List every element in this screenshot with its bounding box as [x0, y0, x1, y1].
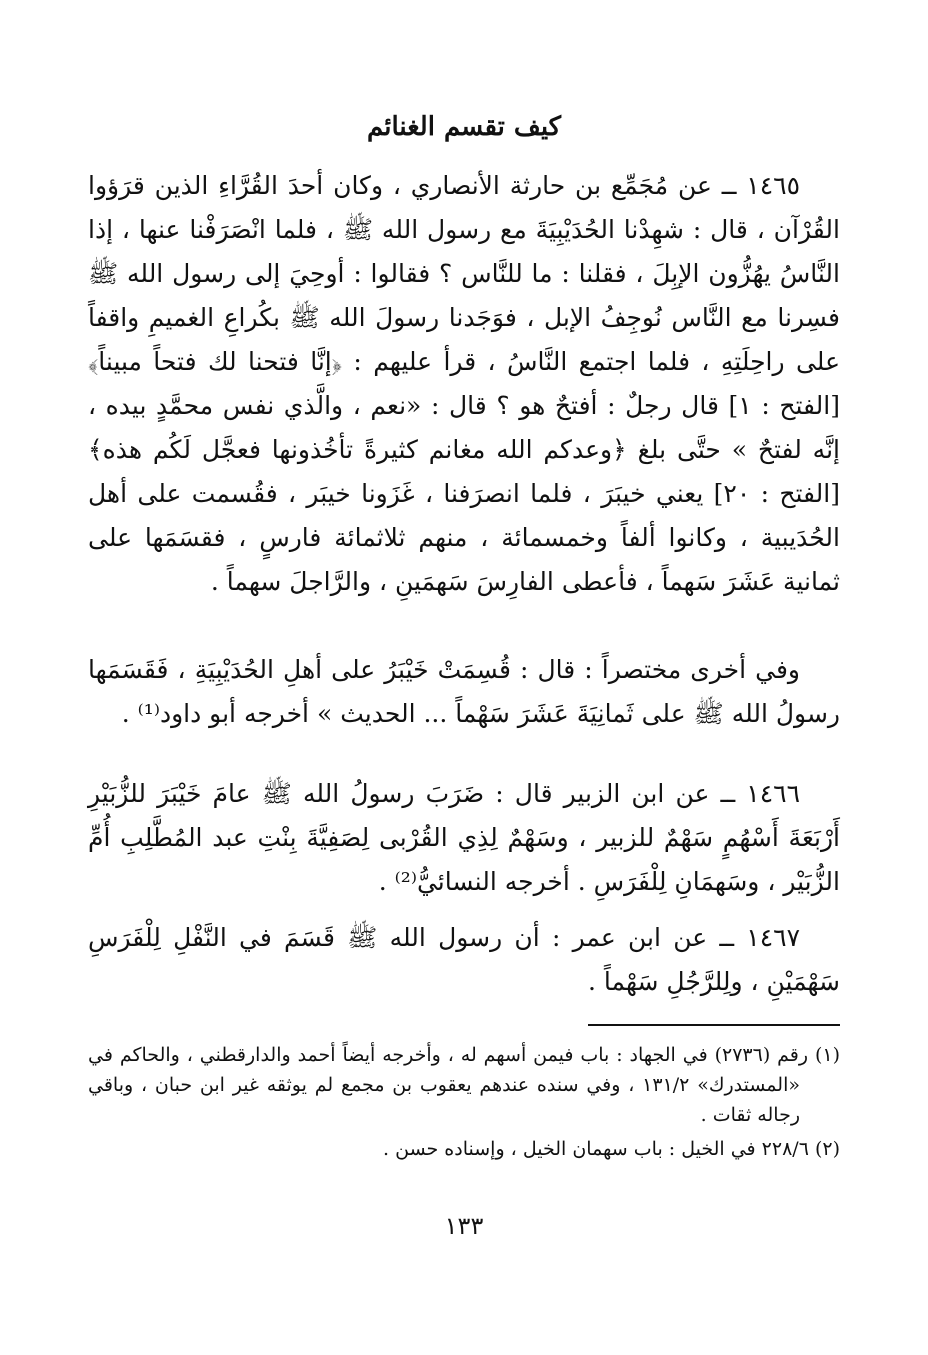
page-number: ١٣٣ [444, 1212, 484, 1240]
section-heading: كيف تقسم الغنائم [366, 112, 562, 142]
footnote-1: (١) رقم (٢٧٣٦) في الجهاد : باب فيمن أسهم له ، وأخرجه أيضاً أحمد والدارقطني ، والحاكم في «المستدرك» ١٣١/٢ ، وفي سنده عندهم يعقوب بن مجمع لم يوثقه غير ابن حبان ، وباقي رجاله ثقات . [88, 1044, 840, 1126]
hadith-1465-text: ١٤٦٥ ــ عن مُجَمِّع بن حارثة الأنصاري ، وكان أحدَ القُرَّاءِ الذين قرَؤوا القُرْآن ، قال : شهِدْنا الحُدَيْبِيَةَ مع رسول الله ﷺ ، فلما انْصَرَفْنا عنها ، إذا النَّاسُ يهُزُّون الإبِلَ ، فقلنا : ما للنَّاس ؟ فقالوا : أوحِيَ إلى رسول الله ﷺ فسِرنا مع النَّاس نُوجِفُ الإبل ، فوَجَدنا رسولَ الله ﷺ بكُراعِ الغميمِ واقفاً على راحِلَتِهِ ، فلما اجتمع النَّاسُ ، قرأ عليهم : ﴿إنَّا فتحنا لك فتحاً مبيناً﴾ [الفتح : ١] قال رجلٌ : أفتحٌ هو ؟ قال : «نعم ، والَّذي نفس محمَّدٍ بيده ، إنَّه لفتحٌ » حتَّى بلغ ﴿وعدكم الله مغانم كثيرةً تأخُذونها فعجَّل لَكُم هذه﴾ [الفتح : ٢٠] يعني خيبَرَ ، فلما انصرَفنا ، غَزَونا خيبَر ، فقُسمت على أهل الحُدَيبية ، وكانوا ألفاً وخمسمائة ، منهم ثلاثمائة فارسٍ ، فقسَمَها على ثمانية عَشَرَ سَهماً ، فأعطى الفارِسَ سَهمَينِ ، والرَّاجلَ سهماً . [88, 171, 840, 596]
hadith-1467-text: ١٤٦٧ ــ عن ابن عمر : أن رسول الله ﷺ قَسَمَ في النَّفْلِ لِلْفَرَسِ سَهْمَيْنِ ، ولِلرَّجُلِ سَهْماً . [88, 923, 840, 996]
footnote-2: (٢) ٢٢٨/٦ في الخيل : باب سهمان الخيل ، وإسناده حسن . [383, 1138, 840, 1160]
footnote-divider [588, 1024, 840, 1026]
hadith-1465 [88, 164, 840, 604]
hadith-1466 [88, 772, 840, 904]
hadith-1467 [88, 916, 840, 1004]
hadith-1466-text: ١٤٦٦ ــ عن ابن الزبير قال : ضَرَبَ رسولُ الله ﷺ عامَ خَيْبَرَ للزُّبَيْرِ أَرْبَعَةَ أَسْهُمٍ سَهْمٌ للزبير ، وسَهْمٌ لِذِي القُرْبى لِصَفِيَّةَ بِنْتِ عبد المُطَّلِبِ أُمِّ الزُّبَيْر ، وسَهمَانِ لِلْفَرَسِ . أخرجه النسائيُّ⁽²⁾ . [88, 779, 840, 896]
hadith-1465-variant-text: وفي أخرى مختصراً : قال : قُسِمَتْ خَيْبَرُ على أهلِ الحُدَيْبِيَةِ ، فَقَسَمَها رسولُ الله ﷺ على ثَمانِيَةَ عَشَرَ سَهْماً ... الحديث » أخرجه أبو داود⁽¹⁾ . [88, 655, 840, 728]
footnotes [88, 1040, 840, 1168]
hadith-1465-variant [88, 648, 840, 736]
